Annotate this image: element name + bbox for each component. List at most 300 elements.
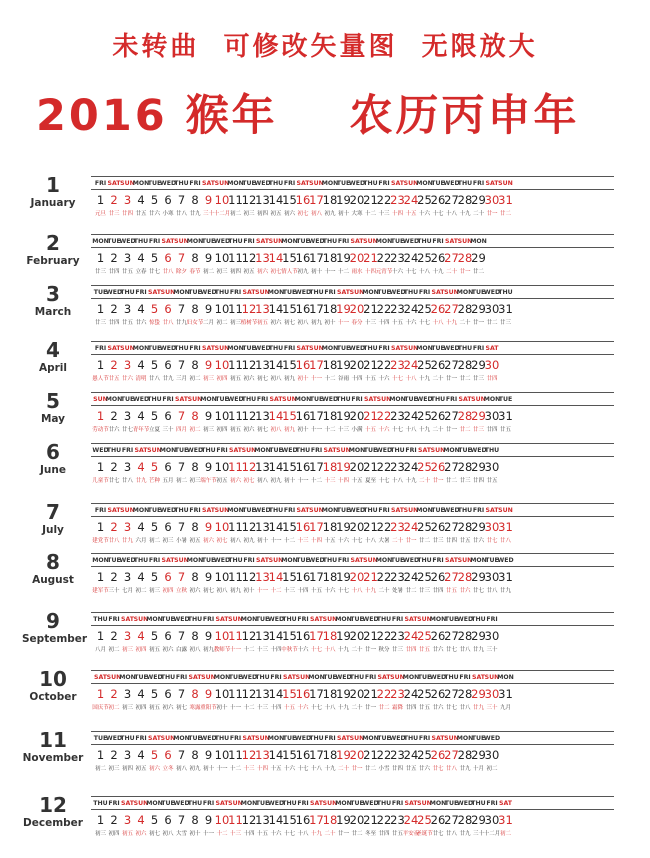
lunar-date: 初三 <box>162 538 174 544</box>
day-number: 10 <box>214 358 230 372</box>
day-number: 24 <box>403 460 419 474</box>
lunar-date: 十八 <box>364 538 376 544</box>
lunar-date: 初二 <box>108 705 120 711</box>
day-number: 9 <box>204 748 213 762</box>
day-number: 29 <box>471 813 486 827</box>
day-number: 26 <box>430 687 446 701</box>
lunar-date: 十二 <box>283 538 295 544</box>
weekday-label: WED <box>389 289 406 296</box>
weekday-label: FRI <box>108 616 120 623</box>
weekday-label: MON <box>92 238 109 245</box>
day-number: 23 <box>390 748 405 762</box>
lunar-date: 廿三 <box>94 320 106 326</box>
day-number: 30 <box>484 570 500 584</box>
weekday-label: TUE <box>161 616 175 623</box>
lunar-date: 二十 <box>432 376 444 382</box>
weekday-label: FRI <box>391 616 404 623</box>
weekday-label: TUE <box>134 674 148 681</box>
day-number: 17 <box>309 460 324 474</box>
weekday-label: SAT <box>161 557 175 564</box>
day-number: 7 <box>177 460 186 474</box>
day-number: 25 <box>417 520 432 534</box>
weekday-label: THU <box>376 800 392 807</box>
lunar-date: 十一 <box>256 588 268 594</box>
weekday-label: WED <box>443 345 460 352</box>
lunar-date: 初九 <box>229 588 241 594</box>
day-number: 5 <box>150 687 159 701</box>
day-number: 13 <box>255 193 270 207</box>
lunar-date: 十九 <box>432 269 444 275</box>
day-number: 19 <box>336 520 351 534</box>
weekday-label: MON <box>335 800 352 807</box>
lunar-date: 初三 <box>202 427 214 433</box>
lunar-date: 廿六 <box>432 705 444 711</box>
weekday-label: MON <box>186 238 204 245</box>
day-number: 3 <box>123 748 132 762</box>
lunar-date: 初三 <box>121 705 133 711</box>
day-number: 23 <box>390 251 405 265</box>
day-number: 19 <box>336 570 351 584</box>
lunar-date: 秋分 <box>378 647 390 653</box>
lunar-date: 十七 <box>351 538 363 544</box>
weekday-label: SAT <box>215 616 229 623</box>
weekday-label: SAT <box>256 238 269 245</box>
weekday-label: FRI <box>297 800 309 807</box>
weekday-label: SUN <box>174 238 189 245</box>
weekday-label: FRI <box>486 800 498 807</box>
weekday-label: THU <box>403 735 419 742</box>
day-number: 20 <box>349 520 365 534</box>
lunar-date: 廿七 <box>148 269 160 275</box>
lunar-date: 十三 <box>297 538 309 544</box>
lunar-date: 十九 <box>310 831 322 837</box>
day-number: 6 <box>164 251 172 265</box>
lunar-date: 初七 <box>297 211 309 217</box>
lunar-date: 十三 <box>378 211 390 217</box>
weekday-label: SUN <box>228 800 243 807</box>
day-number: 25 <box>417 460 432 474</box>
month-name: August <box>32 574 74 586</box>
lunar-date: 廿四 <box>378 831 390 837</box>
weekday-label: WED <box>443 180 460 187</box>
day-number: 24 <box>403 748 419 762</box>
weekday-label: SAT <box>404 616 418 623</box>
lunar-date: 霜降 <box>391 705 403 711</box>
day-number: 7 <box>177 748 186 762</box>
weekday-label: THU <box>120 289 135 296</box>
weekday-label: FRI <box>378 345 390 352</box>
lunar-date: 廿一 <box>337 831 349 837</box>
day-number: 12 <box>241 520 257 534</box>
lunar-date: 二十 <box>378 588 390 594</box>
day-number: 13 <box>255 251 270 265</box>
weekday-label: TUE <box>228 674 243 681</box>
weekday-label: SUN <box>484 674 500 681</box>
lunar-date: 廿七 <box>432 831 444 837</box>
day-number: 16 <box>295 629 311 643</box>
lunar-date: 十三 <box>229 831 241 837</box>
day-number: 1 <box>96 570 105 584</box>
day-number: 14 <box>268 409 284 423</box>
weekday-label: WED <box>173 616 190 623</box>
day-number: 20 <box>349 358 365 372</box>
day-number: 11 <box>228 251 243 265</box>
weekday-label: SUN <box>457 238 473 245</box>
day-number: 16 <box>295 520 311 534</box>
lunar-date: 芒种 <box>148 478 160 484</box>
weekday-label: MON <box>443 447 460 454</box>
weekday-label: THU <box>322 557 338 564</box>
lunar-date: 十五 <box>324 538 336 544</box>
lunar-date: 廿七 <box>445 647 457 653</box>
day-number: 29 <box>471 629 486 643</box>
day-number: 5 <box>150 748 159 762</box>
weekday-label: TUE <box>255 616 270 623</box>
day-number: 7 <box>177 358 186 372</box>
lunar-date: 初二 <box>108 647 120 653</box>
weekday-label: MON <box>389 396 406 403</box>
lunar-date: 十二 <box>216 831 228 837</box>
weekday-label: WED <box>335 674 352 681</box>
lunar-date: 十六 <box>283 766 295 772</box>
day-number: 30 <box>484 358 500 372</box>
lunar-date: 六月 <box>135 538 147 544</box>
weekday-label: SUN <box>214 345 230 352</box>
lunar-date: 廿五 <box>135 211 147 217</box>
weekday-label: THU <box>268 507 284 514</box>
day-number: 18 <box>322 687 338 701</box>
day-number: 26 <box>430 409 446 423</box>
month-number: 4 <box>46 338 60 362</box>
weekday-label: WED <box>186 447 204 454</box>
day-number: 15 <box>282 460 297 474</box>
day-number: 15 <box>282 302 297 316</box>
lunar-date: 廿二 <box>364 766 376 772</box>
lunar-date: 初六 <box>229 478 241 484</box>
lunar-date: 十六 <box>297 705 309 711</box>
lunar-date: 三月 <box>175 376 187 382</box>
weekday-label: MON <box>429 616 447 623</box>
lunar-date: 廿八 <box>445 766 457 772</box>
lunar-date: 寒露 <box>189 705 201 711</box>
lunar-date: 清明 <box>135 376 147 382</box>
day-number: 14 <box>268 813 284 827</box>
lunar-date: 廿五 <box>121 269 133 275</box>
lunar-date: 十六 <box>297 647 309 653</box>
month-row-march <box>0 282 650 342</box>
day-number: 10 <box>214 409 230 423</box>
day-number: 25 <box>417 193 432 207</box>
lunar-date: 白露 <box>175 647 187 653</box>
lunar-date: 廿九 <box>459 831 471 837</box>
day-number: 23 <box>390 358 405 372</box>
lunar-date: 廿七 <box>432 766 444 772</box>
day-number: 19 <box>336 813 351 827</box>
month-number: 10 <box>39 667 67 691</box>
weekday-label: FRI <box>432 238 444 245</box>
day-number: 30 <box>484 687 500 701</box>
day-number: 17 <box>309 409 324 423</box>
weekday-label: TUE <box>282 289 297 296</box>
day-number: 14 <box>268 570 284 584</box>
day-number: 4 <box>137 520 145 534</box>
weekday-label: SUN <box>363 238 378 245</box>
lunar-date: 十一 <box>229 647 241 653</box>
day-number: 22 <box>376 687 392 701</box>
day-number: 3 <box>123 251 132 265</box>
day-number: 26 <box>430 193 446 207</box>
day-number: 27 <box>444 687 459 701</box>
lunar-date: 廿五 <box>499 427 511 433</box>
weekday-label: SAT <box>202 180 215 187</box>
day-number: 26 <box>430 251 446 265</box>
lunar-date: 初十 <box>324 320 336 326</box>
weekday-label: THU <box>417 238 432 245</box>
day-number: 25 <box>417 251 432 265</box>
day-number: 12 <box>241 358 257 372</box>
lunar-date: 廿三 <box>391 647 403 653</box>
lunar-date: 十七 <box>337 588 349 594</box>
lunar-date: 建军节 <box>92 588 109 594</box>
day-number: 2 <box>110 409 118 423</box>
day-number: 23 <box>390 520 405 534</box>
weekday-label: SUN <box>417 616 432 623</box>
day-number: 13 <box>255 460 270 474</box>
month-row-december <box>0 793 650 853</box>
weekday-label: FRI <box>94 180 107 187</box>
day-number: 13 <box>255 302 270 316</box>
weekday-label: THU <box>133 238 149 245</box>
lunar-date: 廿四 <box>391 766 403 772</box>
day-cell <box>499 793 512 853</box>
weekday-label: MON <box>254 447 271 454</box>
weekday-label: WED <box>429 674 447 681</box>
weekday-label: SAT <box>377 674 391 681</box>
weekday-label: SUN <box>214 507 230 514</box>
day-number: 25 <box>417 748 432 762</box>
day-number: 14 <box>268 687 284 701</box>
day-number: 31 <box>498 302 513 316</box>
lunar-date: 廿九 <box>459 766 471 772</box>
weekday-label: MON <box>267 735 285 742</box>
weekday-label: FRI <box>337 238 350 245</box>
lunar-date: 愚人节 <box>92 376 109 382</box>
lunar-date: 廿六 <box>121 376 133 382</box>
weekday-label: TUE <box>404 396 418 403</box>
weekday-label: FRI <box>459 674 471 681</box>
lunar-date: 十一 <box>229 705 241 711</box>
day-number: 22 <box>376 629 392 643</box>
weekday-label: WED <box>308 557 325 564</box>
weekday-label: SUN <box>390 674 405 681</box>
weekday-label: MON <box>132 180 150 187</box>
weekday-label: SUN <box>187 396 203 403</box>
day-number: 25 <box>417 629 432 643</box>
lunar-date: 十一 <box>337 320 349 326</box>
day-number: 4 <box>137 460 145 474</box>
day-number: 3 <box>123 460 132 474</box>
weekday-label: FRI <box>94 345 107 352</box>
weekday-label: MON <box>173 735 190 742</box>
weekday-label: MON <box>416 180 433 187</box>
lunar-date: 十六 <box>270 831 282 837</box>
lunar-date: 雨水 <box>351 269 363 275</box>
lunar-date: 廿八 <box>499 538 511 544</box>
weekday-label: FRI <box>337 557 350 564</box>
day-number: 8 <box>191 358 199 372</box>
weekday-label: WED <box>362 800 379 807</box>
day-number: 24 <box>403 409 419 423</box>
lunar-date: 廿一 <box>445 427 457 433</box>
lunar-date: 初八 <box>175 766 187 772</box>
day-number: 11 <box>228 813 243 827</box>
weekday-label: SUN <box>322 616 338 623</box>
day-number: 25 <box>417 570 432 584</box>
lunar-date: 立冬 <box>162 766 174 772</box>
weekday-label: MON <box>308 674 325 681</box>
day-number: 1 <box>96 687 105 701</box>
weekday-label: FRI <box>486 616 498 623</box>
weekday-label: TUE <box>431 345 445 352</box>
day-number: 4 <box>137 358 145 372</box>
day-number: 19 <box>336 629 351 643</box>
lunar-date: 初二 <box>216 320 228 326</box>
lunar-date: 十三 <box>243 766 255 772</box>
day-number: 9 <box>204 358 213 372</box>
day-number: 24 <box>403 570 419 584</box>
weekday-label: TUE <box>242 180 256 187</box>
day-number: 17 <box>309 520 324 534</box>
weekday-label: MON <box>375 238 393 245</box>
weekday-label: SAT <box>458 396 472 403</box>
day-number: 26 <box>430 358 446 372</box>
lunar-date: 廿三 <box>459 478 471 484</box>
lunar-date: 初五 <box>229 427 241 433</box>
day-number: 14 <box>268 520 284 534</box>
lunar-date: 中秋节 <box>281 647 298 653</box>
weekday-label: THU <box>214 735 230 742</box>
month-name: May <box>40 413 66 425</box>
day-number: 24 <box>403 193 419 207</box>
day-number: 23 <box>390 193 405 207</box>
lunar-date: 十九 <box>337 647 349 653</box>
lunar-date: 廿六 <box>108 427 120 433</box>
month-name: June <box>40 464 66 476</box>
day-number: 5 <box>150 251 159 265</box>
lunar-date: 廿一 <box>459 269 471 275</box>
weekday-label: FRI <box>391 800 404 807</box>
weekday-label: TUE <box>93 735 108 742</box>
weekday-label: FRI <box>202 800 215 807</box>
day-number: 20 <box>349 302 365 316</box>
day-number: 26 <box>430 302 446 316</box>
day-number: 8 <box>191 409 199 423</box>
weekday-label: TUE <box>444 616 459 623</box>
day-number: 28 <box>457 687 473 701</box>
lunar-date: 初七 <box>243 478 255 484</box>
lunar-date: 小寒 <box>162 211 174 217</box>
lunar-date: 廿八 <box>459 705 471 711</box>
day-number: 27 <box>444 302 459 316</box>
month-number: 12 <box>39 793 67 817</box>
day-number: 16 <box>295 687 311 701</box>
weekday-label: SAT <box>229 447 242 454</box>
weekday-label: SAT <box>121 616 134 623</box>
day-number: 4 <box>137 193 145 207</box>
lunar-date: 十九 <box>445 320 457 326</box>
weekday-label: THU <box>444 674 459 681</box>
weekday-label: THU <box>322 238 338 245</box>
day-number: 28 <box>457 570 473 584</box>
weekday-label: WED <box>362 616 379 623</box>
lunar-date: 初四 <box>216 427 228 433</box>
day-number: 23 <box>390 629 405 643</box>
lunar-date: 廿二 <box>445 478 457 484</box>
lunar-date: 廿八 <box>162 269 174 275</box>
weekday-label: FRI <box>135 735 147 742</box>
lunar-date: 十二 <box>270 588 282 594</box>
weekday-label: MON <box>227 180 244 187</box>
weekday-label: WED <box>456 800 474 807</box>
lunar-date: 初六 <box>202 538 214 544</box>
lunar-date: 大暑 <box>378 538 390 544</box>
weekday-label: MON <box>240 616 258 623</box>
weekday-label: TUE <box>188 735 202 742</box>
day-number: 6 <box>164 358 172 372</box>
month-name: February <box>26 255 80 267</box>
lunar-date: 处暑 <box>391 588 403 594</box>
lunar-date: 廿九 <box>472 705 484 711</box>
day-number: 30 <box>484 813 500 827</box>
day-number: 16 <box>295 460 311 474</box>
weekday-label: SAT <box>485 345 499 352</box>
lunar-date: 初九 <box>297 269 309 275</box>
month-name: October <box>29 691 77 703</box>
day-number: 9 <box>204 409 213 423</box>
day-number: 11 <box>228 358 243 372</box>
lunar-date: 十三 <box>337 427 349 433</box>
day-number: 13 <box>255 813 270 827</box>
day-number: 12 <box>241 193 257 207</box>
lunar-date: 初八 <box>256 478 268 484</box>
weekday-label: SAT <box>215 800 229 807</box>
lunar-date: 二十 <box>351 705 363 711</box>
weekday-label: FRI <box>378 180 390 187</box>
day-number: 11 <box>228 570 243 584</box>
weekday-label: THU <box>268 345 284 352</box>
weekday-label: TUE <box>296 557 310 564</box>
weekday-label: TUE <box>417 674 432 681</box>
weekday-label: SAT <box>94 674 107 681</box>
day-number: 31 <box>498 687 513 701</box>
day-number: 27 <box>444 409 459 423</box>
day-number: 2 <box>110 460 118 474</box>
lunar-date: 廿二 <box>459 376 471 382</box>
weekday-label: FRI <box>108 800 120 807</box>
lunar-date: 初六 <box>256 269 268 275</box>
day-number: 18 <box>322 302 338 316</box>
lunar-date: 十九 <box>337 705 349 711</box>
weekday-label: TUE <box>255 800 270 807</box>
lunar-date: 十二 <box>243 705 255 711</box>
lunar-date: 初十 <box>256 538 268 544</box>
day-number: 20 <box>349 570 365 584</box>
day-number: 3 <box>123 358 132 372</box>
weekday-label: THU <box>268 180 284 187</box>
weekday-label: SAT <box>296 180 310 187</box>
day-number: 6 <box>164 302 172 316</box>
day-number: 16 <box>295 570 311 584</box>
